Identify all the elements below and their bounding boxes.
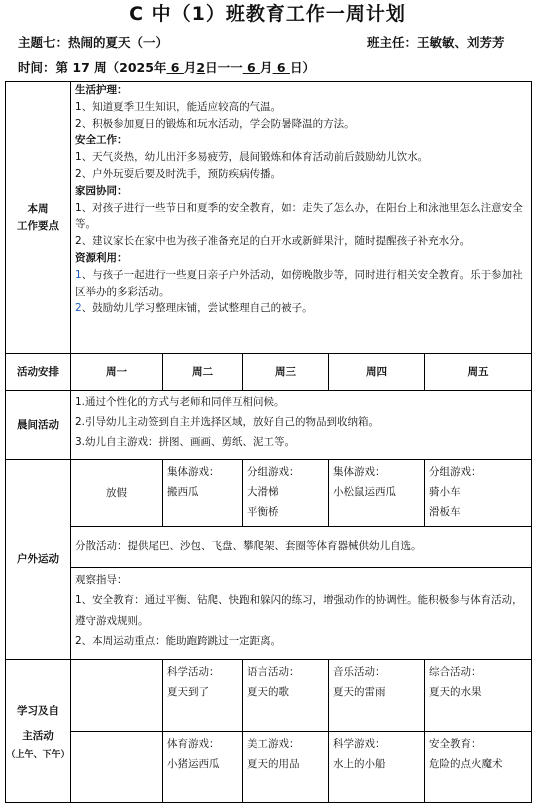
study-am-tue bbox=[163, 659, 243, 731]
end-day: 6 bbox=[276, 60, 286, 75]
study-am-tue-content: 夏天到了 bbox=[167, 685, 209, 698]
study-pm-tue-content: 小猪运西瓜 bbox=[167, 757, 220, 770]
schedule-label: 活动安排 bbox=[6, 354, 71, 391]
outdoor-thu-game: 小松鼠运西瓜 bbox=[333, 485, 396, 498]
outdoor-free-row bbox=[6, 526, 532, 567]
outdoor-guide-row bbox=[6, 567, 532, 659]
outdoor-wed-game-1: 大滑梯 bbox=[247, 485, 279, 498]
outdoor-fri-game-1: 骑小车 bbox=[429, 485, 461, 498]
date-mid: 周（2025年 bbox=[94, 60, 167, 75]
resource-item-2: 2、鼓励幼儿学习整理床铺，尝试整理自己的被子。 bbox=[75, 302, 313, 315]
safety-heading: 安全工作： bbox=[75, 134, 128, 147]
date-end: 日） bbox=[289, 60, 315, 75]
month-char-2: 月 bbox=[260, 60, 273, 75]
study-pm-wed-content: 夏天的用品 bbox=[247, 757, 300, 770]
day-header-tue: 周二 bbox=[163, 354, 243, 391]
study-pm-tue bbox=[163, 731, 243, 802]
focus-row bbox=[6, 82, 532, 354]
study-am-thu-content: 夏天的雷雨 bbox=[333, 685, 386, 698]
holiday-text: 放假 bbox=[106, 486, 127, 499]
home-item-2: 2、建议家长在家中也为孩子准备充足的白开水或新鲜果汁，随时提醒孩子补充水分。 bbox=[75, 235, 471, 248]
study-pm-tue-title: 体育游戏： bbox=[167, 737, 220, 750]
study-pm-wed-title: 美工游戏： bbox=[247, 737, 300, 750]
date-prefix: 时间：第 bbox=[18, 60, 69, 75]
home-heading: 家园协同： bbox=[75, 184, 128, 197]
study-pm-fri-title: 安全教育： bbox=[429, 737, 482, 750]
study-pm-thu-content: 水上的小船 bbox=[333, 757, 386, 770]
study-am-wed-content: 夏天的歌 bbox=[247, 685, 289, 698]
theme-value: 热闹的夏天（一） bbox=[68, 35, 169, 50]
study-am-fri-title: 综合活动： bbox=[429, 665, 482, 678]
teacher-label: 班主任： bbox=[367, 35, 418, 50]
outdoor-wed bbox=[243, 460, 329, 527]
care-item-2: 2、积极参加夏日的锻炼和玩水活动，学会防暑降温的方法。 bbox=[75, 117, 355, 130]
study-am-fri bbox=[425, 659, 532, 731]
study-pm-fri-content: 危险的点火魔术 bbox=[429, 757, 503, 770]
theme-line bbox=[18, 33, 518, 51]
day-sep: 日一一 bbox=[205, 60, 243, 75]
study-pm-thu-title: 科学游戏： bbox=[333, 737, 386, 750]
outdoor-label: 户外运动 bbox=[6, 460, 71, 660]
outdoor-fri-game-2: 滑板车 bbox=[429, 505, 461, 518]
date-line bbox=[18, 58, 315, 76]
outdoor-fri-title: 分组游戏： bbox=[429, 466, 482, 478]
focus-label: 本周 工作要点 bbox=[6, 82, 71, 354]
morning-item-3: 3.幼儿自主游戏：拼图、画画、剪纸、泥工等。 bbox=[75, 435, 296, 448]
study-am-fri-content: 夏天的水果 bbox=[429, 685, 482, 698]
outdoor-guide bbox=[71, 567, 532, 659]
start-day: 2 bbox=[196, 60, 206, 75]
study-am-row bbox=[6, 659, 532, 731]
morning-item-1: 1.通过个性化的方式与老师和同伴互相问候。 bbox=[75, 396, 285, 408]
teacher-value: 王敏敏、刘芳芳 bbox=[417, 35, 505, 50]
resource-heading: 资源利用： bbox=[75, 251, 128, 264]
guide-title: 观察指导： bbox=[75, 573, 128, 586]
care-item-1: 1、知道夏季卫生知识，能适应较高的气温。 bbox=[75, 100, 282, 113]
schedule-row bbox=[6, 354, 532, 391]
study-pm-wed bbox=[243, 731, 329, 802]
morning-item-2: 2.引导幼儿主动签到自主并选择区域，放好自己的物品到收纳箱。 bbox=[75, 415, 380, 428]
outdoor-games-row bbox=[6, 460, 532, 527]
outdoor-fri bbox=[425, 460, 532, 527]
study-pm-thu bbox=[329, 731, 425, 802]
outdoor-mon bbox=[71, 460, 163, 527]
outdoor-free bbox=[71, 526, 532, 567]
guide-item-1: 1、安全教育：通过平衡、钻爬、快跑和躲闪的练习，增强动作的协调性。能积极参与体育活动，遵守游戏规则。 bbox=[75, 594, 523, 627]
outdoor-wed-title: 分组游戏： bbox=[247, 466, 300, 478]
theme-label: 主题七： bbox=[18, 35, 69, 50]
start-month: 6 bbox=[170, 60, 180, 75]
study-am-wed-title: 语言活动： bbox=[247, 665, 300, 678]
day-header-mon: 周一 bbox=[71, 354, 163, 391]
study-pm-mon bbox=[71, 731, 163, 802]
study-am-thu-title: 音乐活动： bbox=[333, 665, 386, 678]
safety-item-2: 2、户外玩耍后要及时洗手，预防疾病传播。 bbox=[75, 167, 282, 180]
outdoor-tue-game: 搬西瓜 bbox=[167, 485, 199, 498]
day-header-thu: 周四 bbox=[329, 354, 425, 391]
morning-content bbox=[71, 391, 532, 460]
study-am-mon bbox=[71, 659, 163, 731]
free-activity-text: 分散活动：提供尾巴、沙包、飞盘、攀爬架、套圈等体育器械供幼儿自选。 bbox=[75, 540, 422, 553]
outdoor-tue-title: 集体游戏： bbox=[167, 466, 220, 478]
resource-item-1: 1、与孩子一起进行一些夏日亲子户外活动，如傍晚散步等，同时进行相关安全教育。乐于参加社区举办的多彩活动。 bbox=[75, 268, 523, 298]
morning-row bbox=[6, 391, 532, 460]
weekly-plan-table bbox=[5, 81, 532, 803]
care-heading: 生活护理： bbox=[75, 84, 128, 96]
safety-item-1: 1、天气炎热，幼儿出汗多易疲劳，晨间锻炼和体育活动前后鼓励幼儿饮水。 bbox=[75, 151, 429, 164]
outdoor-thu bbox=[329, 460, 425, 527]
study-am-tue-title: 科学活动： bbox=[167, 665, 220, 678]
guide-item-2: 2、本周运动重点：能助跑跨跳过一定距离。 bbox=[75, 635, 282, 648]
outdoor-thu-title: 集体游戏： bbox=[333, 466, 386, 478]
day-header-fri: 周五 bbox=[425, 354, 532, 391]
study-label: 学习及自 主活动 （上午、下午） bbox=[6, 659, 71, 802]
month-char-1: 月 bbox=[183, 60, 197, 75]
study-am-wed bbox=[243, 659, 329, 731]
home-item-1: 1、对孩子进行一些节日和夏季的安全教育，如：走失了怎么办，在阳台上和泳池里怎么注意安全等。 bbox=[75, 201, 523, 231]
teacher-block bbox=[367, 33, 505, 51]
page-title: C 中（1）班教育工作一周计划 bbox=[129, 3, 406, 25]
study-pm-fri bbox=[425, 731, 532, 802]
week-number: 17 bbox=[72, 60, 90, 75]
morning-label: 晨间活动 bbox=[6, 391, 71, 460]
day-header-wed: 周三 bbox=[243, 354, 329, 391]
outdoor-wed-game-2: 平衡桥 bbox=[247, 505, 279, 518]
study-pm-row bbox=[6, 731, 532, 802]
outdoor-tue bbox=[163, 460, 243, 527]
end-month: 6 bbox=[246, 60, 256, 75]
focus-content bbox=[71, 82, 532, 354]
study-am-thu bbox=[329, 659, 425, 731]
